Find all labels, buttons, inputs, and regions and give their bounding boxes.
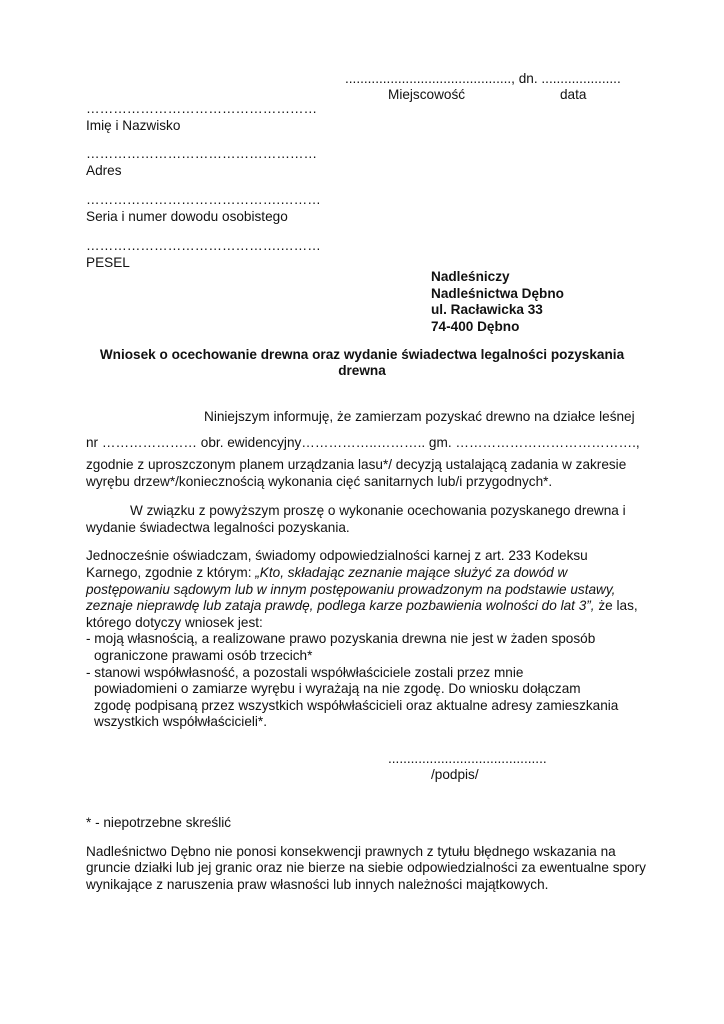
place-label: Miejscowość: [388, 87, 466, 102]
signature-label: /podpis/: [431, 767, 479, 782]
option-ownership-line-1: - moją własnością, a realizowane prawo pozyskania drewna nie jest w żaden sposób: [86, 631, 596, 646]
intro-text: Niniejszym informuję, że zamierzam pozyskać drewno na działce leśnej: [204, 409, 635, 424]
name-label: Imię i Nazwisko: [86, 118, 181, 133]
name-field[interactable]: ……………………………………………: [86, 101, 318, 116]
pesel-field[interactable]: …………………………………….………: [86, 238, 321, 253]
declaration-line-5: którego dotyczy wniosek jest:: [86, 615, 263, 630]
pesel-label: PESEL: [86, 255, 130, 270]
signature-field[interactable]: ..........................................: [388, 751, 547, 766]
declaration-line-1: Jednocześnie oświadczam, świadomy odpowiedzialności karnej z art. 233 Kodeksu: [86, 548, 588, 563]
document-title-line-1: Wniosek o ocechowanie drewna oraz wydanie świadectwa legalności pozyskania: [99, 347, 625, 362]
option-coownership-line-3: zgodę podpisaną przez wszystkich współwłaścicieli oraz aktualne adresy zamieszkania: [94, 698, 619, 713]
declaration-line-4: [86, 597, 638, 614]
parcel-fields-line[interactable]: nr ………………… obr. ewidencyjny……………..……….. gm. ………………………………….,: [86, 435, 640, 450]
recipient-line-2: Nadleśnictwa Dębno: [431, 286, 564, 301]
disclaimer-line-2: gruncie działki lub jej granic oraz nie bierze na siebie odpowiedzialności za ewentualne spory: [86, 860, 646, 875]
recipient-line-4: 74-400 Dębno: [431, 319, 520, 334]
request-text-line-1: W związku z powyższym proszę o wykonanie ocechowania pozyskanego drewna i: [130, 503, 626, 518]
declaration-quote-end: zeznaje nieprawdę lub zataja prawdę, podlega karze pozbawienia wolności do lat 3”,: [86, 598, 595, 613]
id-document-field[interactable]: …………………………………….………: [86, 192, 321, 207]
declaration-line-4-plain: że las,: [594, 598, 638, 613]
plan-text-line-1: zgodnie z uproszczonym planem urządzania lasu*/ decyzją ustalającą zadania w zakresie: [86, 457, 627, 472]
address-label: Adres: [86, 163, 122, 178]
option-coownership-line-1: - stanowi współwłasność, a pozostali współwłaściciele zostali przez mnie: [86, 665, 524, 680]
option-coownership-line-4: wszystkich współwłaścicieli*.: [94, 714, 267, 729]
disclaimer-line-3: wynikające z naruszenia praw własności lub innych należności majątkowych.: [86, 877, 549, 892]
place-date-line[interactable]: ............................................, dn. .....................: [345, 71, 621, 86]
declaration-quote-start: „Kto, składając zeznanie mające służyć za dowód w: [255, 565, 568, 580]
declaration-line-2: [86, 564, 567, 581]
id-document-label: Seria i numer dowodu osobistego: [86, 209, 288, 224]
option-ownership-line-2: ograniczone prawami osób trzecich*: [94, 648, 313, 663]
document-title-line-2: drewna: [338, 363, 386, 378]
request-text-line-2: wydanie świadectwa legalności pozyskania.: [86, 520, 350, 535]
declaration-quote-line-3: postępowaniu sądowym lub w innym postępowaniu prowadzonym na podstawie ustawy,: [86, 582, 616, 597]
declaration-line-2-plain: Karnego, zgodnie z którym:: [86, 565, 256, 580]
plan-text-line-2: wyrębu drzew*/koniecznością wykonania cięć sanitarnych lub/i przygodnych*.: [86, 474, 553, 489]
footnote-asterisk: * - niepotrzebne skreślić: [86, 815, 232, 830]
date-label: data: [560, 87, 587, 102]
recipient-line-1: Nadleśniczy: [431, 269, 510, 284]
address-field[interactable]: ……………………………………………: [86, 146, 318, 161]
disclaimer-line-1: Nadleśnictwo Dębno nie ponosi konsekwencji prawnych z tytułu błędnego wskazania na: [86, 844, 616, 859]
option-coownership-line-2: powiadomieni o zamiarze wyrębu i wyrażają na nie zgodę. Do wniosku dołączam: [94, 681, 581, 696]
recipient-line-3: ul. Racławicka 33: [431, 302, 543, 317]
